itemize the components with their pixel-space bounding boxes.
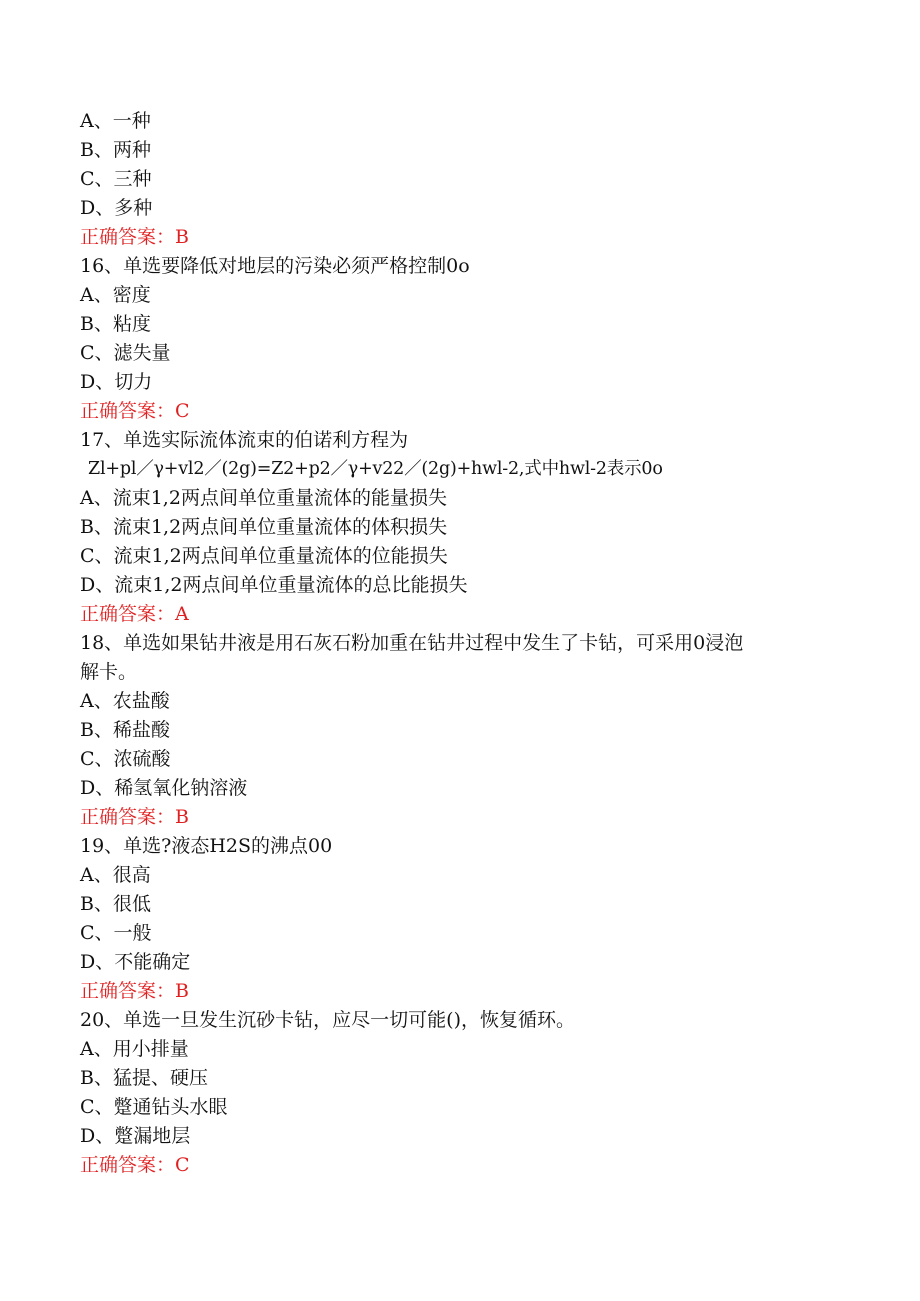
option-d: D、多种 [80, 197, 153, 219]
answer-line: 正确答案：A [80, 603, 189, 625]
document-page [0, 107, 920, 1180]
option-c: C、流束1,2两点间单位重量流体的位能损失 [80, 545, 448, 567]
option-c: C、三种 [80, 168, 152, 190]
answer-line: 正确答案：C [80, 400, 190, 422]
option-d: D、不能确定 [80, 951, 191, 973]
option-b: B、猛提、硬压 [80, 1067, 208, 1089]
question-17: 17、单选实际流体流束的伯诺利方程为 [80, 429, 409, 451]
bernoulli-formula: Zl+pl／γ+vl2／(2g)=Z2+p2／γ+v22／(2g)+hwl-2,式中hwl-2表示0o [88, 459, 663, 479]
question-18-line-2: 解卡。 [80, 661, 138, 683]
option-b: B、稀盐酸 [80, 719, 170, 741]
option-b: B、流束1,2两点间单位重量流体的体积损失 [80, 516, 448, 538]
answer-line: 正确答案：B [80, 980, 189, 1002]
option-b: B、两种 [80, 139, 151, 161]
option-d: D、切力 [80, 371, 153, 393]
option-d: D、稀氢氧化钠溶液 [80, 777, 248, 799]
option-c: C、浓硫酸 [80, 748, 171, 770]
answer-line: 正确答案：C [80, 1154, 190, 1176]
option-a: A、一种 [80, 110, 151, 132]
option-c: C、滤失量 [80, 342, 171, 364]
answer-line: 正确答案：B [80, 806, 189, 828]
option-c: C、蹩通钻头水眼 [80, 1096, 228, 1118]
option-d: D、流束1,2两点间单位重量流体的总比能损失 [80, 574, 468, 596]
option-a: A、用小排量 [80, 1038, 189, 1060]
answer-line: 正确答案：B [80, 226, 189, 248]
question-18-line-1: 18、单选如果钻井液是用石灰石粉加重在钻井过程中发生了卡钻，可采用0浸泡 [80, 632, 744, 654]
question-16: 16、单选要降低对地层的污染必须严格控制0o [80, 255, 470, 277]
option-a: A、很高 [80, 864, 151, 886]
option-a: A、农盐酸 [80, 690, 170, 712]
option-a: A、密度 [80, 284, 151, 306]
option-b: B、粘度 [80, 313, 151, 335]
option-c: C、一般 [80, 922, 152, 944]
option-b: B、很低 [80, 893, 151, 915]
option-d: D、蹩漏地层 [80, 1125, 191, 1147]
question-20: 20、单选一旦发生沉砂卡钻，应尽一切可能()，恢复循环。 [80, 1009, 576, 1031]
option-a: A、流束1,2两点间单位重量流体的能量损失 [80, 487, 447, 509]
question-19: 19、单选?液态H2S的沸点00 [80, 835, 333, 857]
